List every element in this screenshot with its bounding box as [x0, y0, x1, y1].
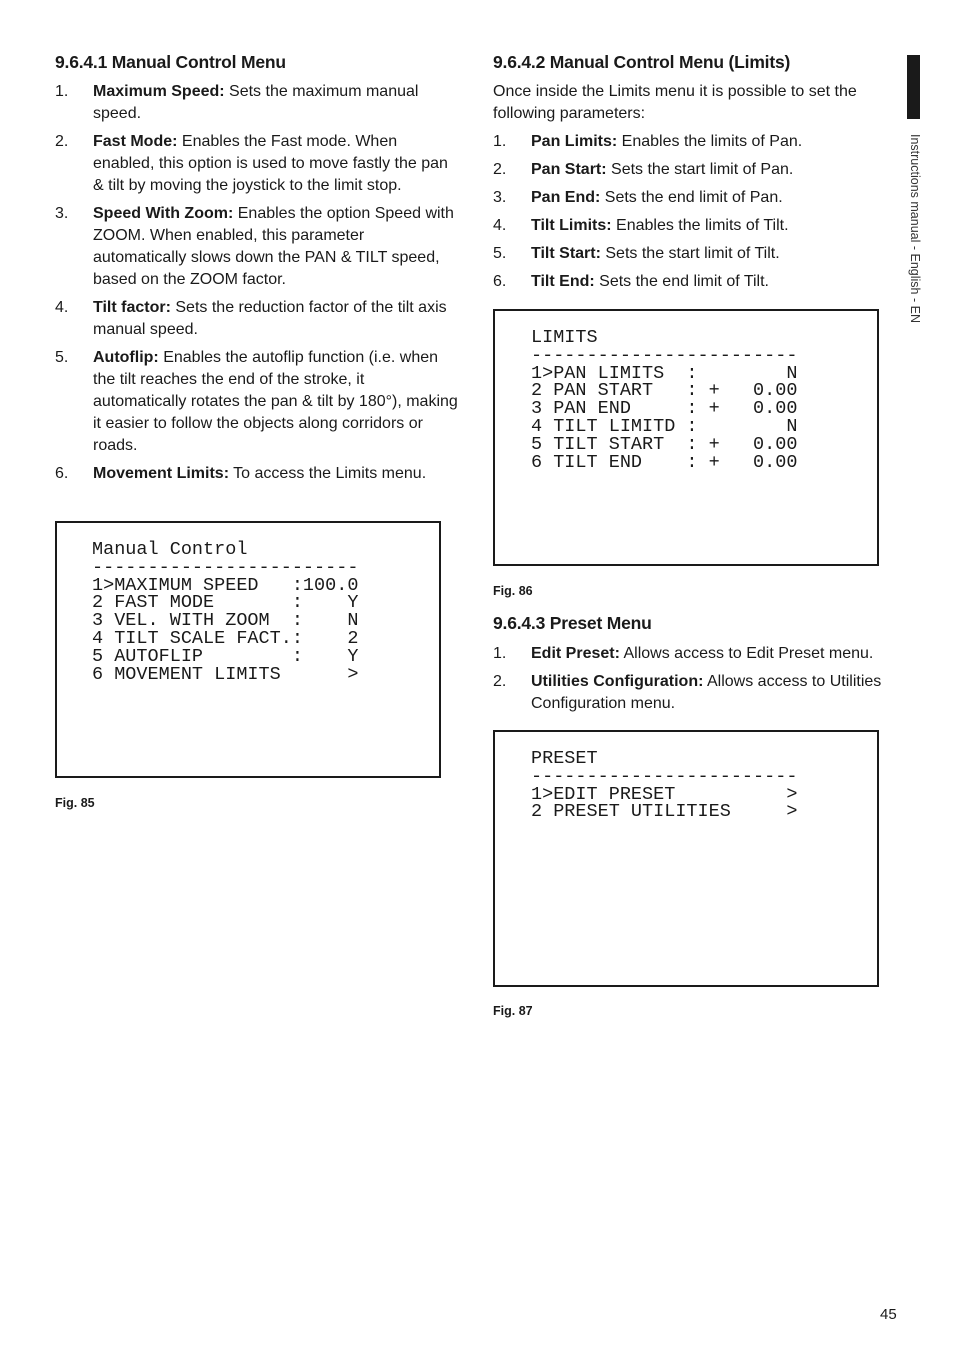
side-label: Instructions manual - English - EN — [908, 134, 922, 323]
screen-line: 1>EDIT PRESET > — [531, 783, 798, 805]
screen-line: 2 PRESET UTILITIES > — [531, 801, 798, 823]
list-item: 6. Movement Limits: To access the Limits menu. — [55, 465, 427, 482]
list-item: 6. Tilt End: Sets the end limit of Tilt. — [493, 273, 769, 290]
limits-list — [493, 131, 888, 299]
list-item: 3. Speed With Zoom: Enables the option Speed with ZOOM. When enabled, this parameter automatically slows down the PAN & TILT speed, based on the ZOOM factor. — [55, 205, 454, 288]
list-item: 2. Fast Mode: Enables the Fast mode. When enabled, this option is used to move fastly the pan & tilt by moving the joystick to the limit stop. — [55, 133, 448, 194]
limits-intro: Once inside the Limits menu it is possible to set the following parameters: — [493, 83, 857, 122]
heading-limits: 9.6.4.2 Manual Control Menu (Limits) — [493, 52, 791, 72]
page-number: 45 — [880, 1306, 897, 1323]
section-tab-marker — [907, 55, 920, 119]
list-item: 4. Tilt Limits: Enables the limits of Tilt. — [493, 217, 789, 234]
screen-line: ------------------------ — [531, 344, 798, 366]
list-item: 2. Utilities Configuration: Allows access to Utilities Configuration menu. — [493, 673, 882, 712]
screen-line: 1>MAXIMUM SPEED :100.0 — [92, 574, 359, 596]
screen-line: 5 TILT START : + 0.00 — [531, 433, 798, 455]
screen-line: Manual Control — [92, 539, 248, 560]
list-item: 4. Tilt factor: Sets the reduction factor of the tilt axis manual speed. — [55, 299, 447, 338]
screen-line: 5 AUTOFLIP : Y — [92, 645, 359, 667]
screen-line: 2 PAN START : + 0.00 — [531, 380, 798, 402]
list-item: 2. Pan Start: Sets the start limit of Pan. — [493, 161, 794, 178]
manual-control-list — [55, 81, 460, 491]
list-item: 1. Edit Preset: Allows access to Edit Preset menu. — [493, 645, 874, 662]
list-item: 5. Tilt Start: Sets the start limit of Tilt. — [493, 245, 780, 262]
screen-line: 3 VEL. WITH ZOOM : N — [92, 610, 359, 632]
preset-screen — [493, 730, 879, 987]
screen-line: 3 PAN END : + 0.00 — [531, 398, 798, 420]
preset-list — [493, 643, 888, 721]
manual-control-screen — [55, 521, 441, 778]
screen-line: 6 MOVEMENT LIMITS > — [92, 663, 359, 685]
list-item: 5. Autoflip: Enables the autoflip function (i.e. when the tilt reaches the end of the stroke, it automatically rotates the pan & tilt by 180°), making it easier to follow the objects along corridors or roads. — [55, 349, 458, 454]
figure-caption: Fig. 86 — [493, 584, 533, 598]
list-item: 1. Pan Limits: Enables the limits of Pan. — [493, 133, 803, 150]
list-item: 1. Maximum Speed: Sets the maximum manual speed. — [55, 83, 419, 122]
screen-line: ------------------------ — [92, 556, 359, 578]
screen-line: 6 TILT END : + 0.00 — [531, 451, 798, 473]
screen-line: 2 FAST MODE : Y — [92, 592, 359, 614]
limits-screen — [493, 309, 879, 566]
list-item: 3. Pan End: Sets the end limit of Pan. — [493, 189, 783, 206]
figure-caption: Fig. 87 — [493, 1004, 533, 1018]
heading-manual-control: 9.6.4.1 Manual Control Menu — [55, 52, 286, 72]
screen-line: 4 TILT LIMITD : N — [531, 415, 798, 437]
screen-line: ------------------------ — [531, 765, 798, 787]
heading-preset: 9.6.4.3 Preset Menu — [493, 613, 652, 633]
screen-line: PRESET — [531, 748, 598, 769]
screen-line: 4 TILT SCALE FACT.: 2 — [92, 627, 359, 649]
screen-line: LIMITS — [531, 327, 598, 348]
figure-caption: Fig. 85 — [55, 796, 95, 810]
screen-line: 1>PAN LIMITS : N — [531, 362, 798, 384]
